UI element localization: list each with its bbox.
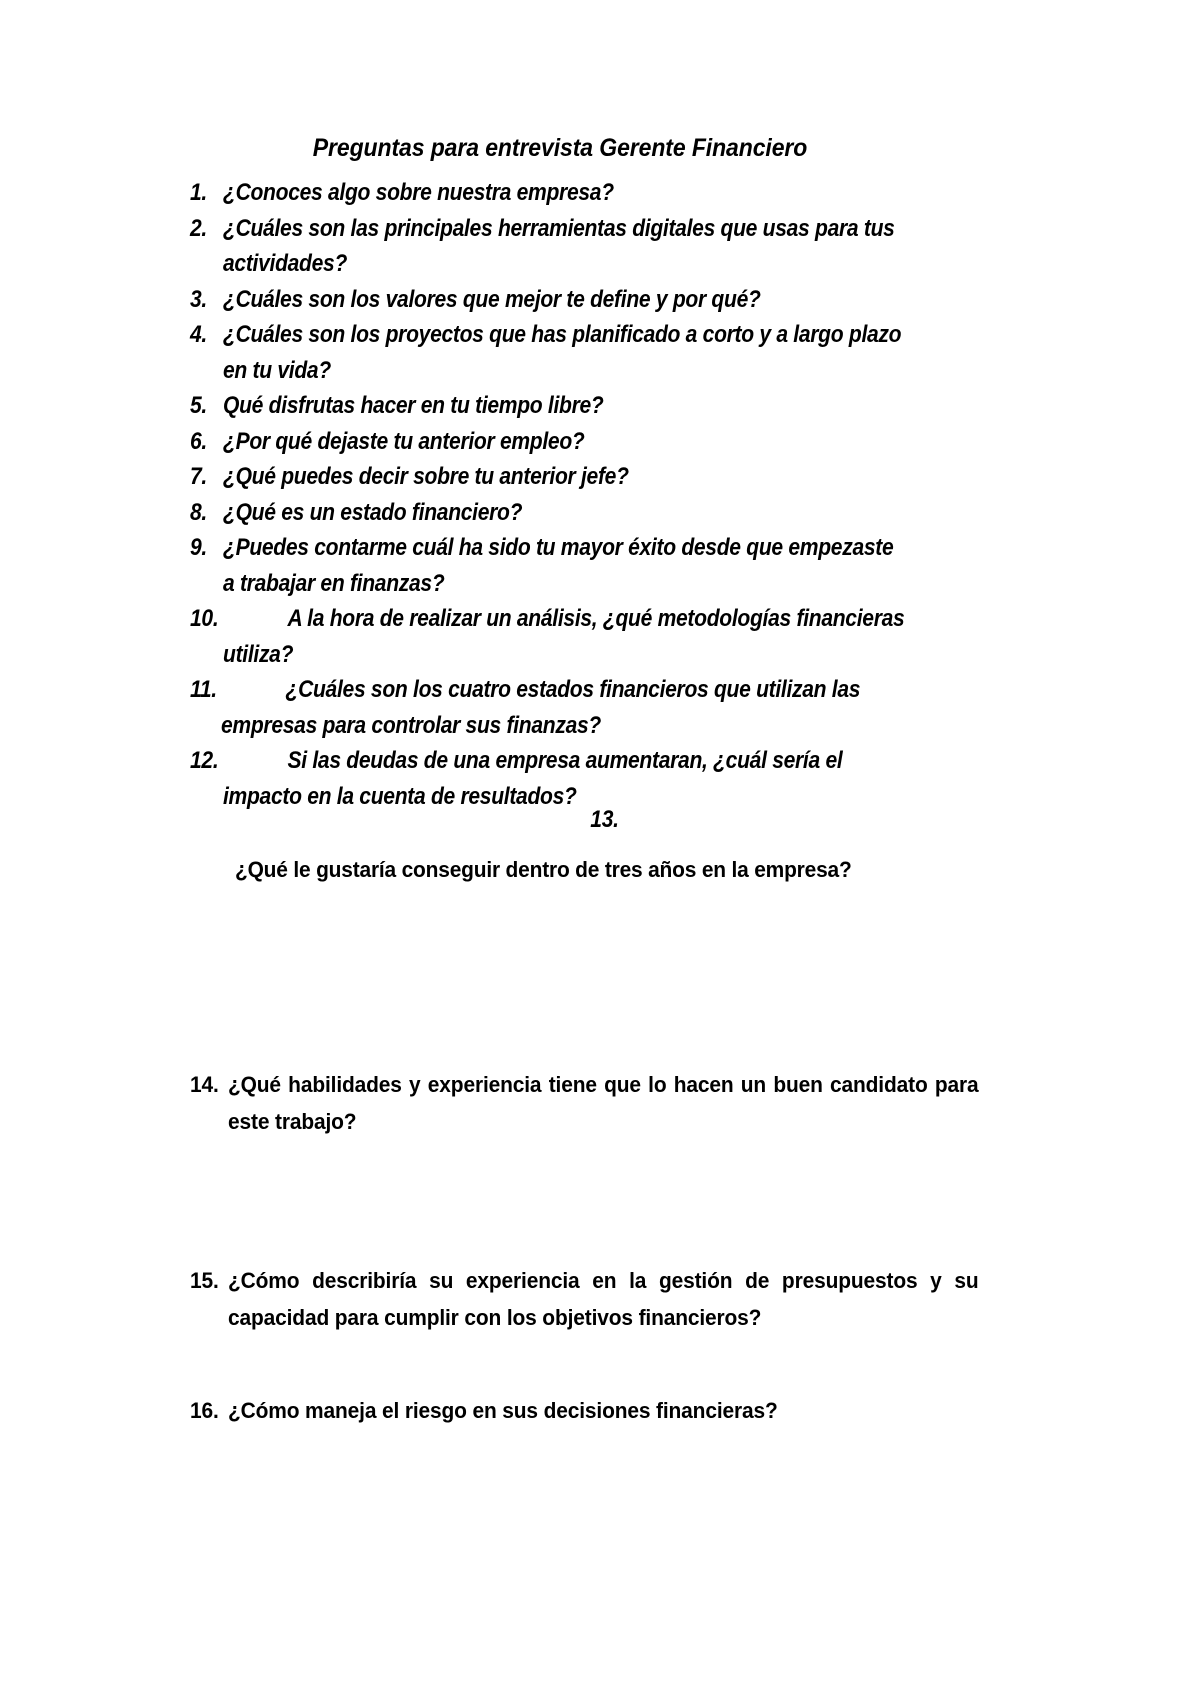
list-item-text: ¿Cuáles son los cuatro estados financieros que utilizan las empresas para controlar sus finanzas? (221, 676, 861, 739)
list-item-number: 3. (190, 285, 207, 313)
list-item-number: 12. (190, 747, 219, 774)
list-item (190, 1392, 1035, 1429)
list-item (190, 672, 1020, 743)
list-item-number: 8. (190, 498, 207, 526)
list-item-number-centered: 13. (590, 806, 620, 833)
list-item-text: ¿Puedes contarme cuál ha sido tu mayor éxito desde que empezaste a trabajar en finanzas? (223, 534, 894, 597)
list-item (190, 1262, 1035, 1336)
list-item-text: ¿Qué es un estado financiero? (223, 498, 523, 526)
list-item-13 (190, 802, 1020, 887)
list-item-text: Si las deudas de una empresa aumentaran, ¿cuál sería el impacto en la cuenta de resultados? (223, 747, 843, 810)
list-item-number: 4. (190, 321, 207, 348)
list-item-number: 15. (190, 1268, 219, 1293)
list-item (190, 211, 1020, 282)
page-title: Preguntas para entrevista Gerente Financiero (312, 134, 808, 162)
list-item-text: ¿Cuáles son las principales herramientas digitales que usas para tus actividades? (223, 214, 895, 277)
questions-list-italic (190, 175, 1020, 814)
list-item-number: 7. (190, 463, 207, 490)
list-item-text: Qué disfrutas hacer en tu tiempo libre? (223, 392, 604, 419)
list-item (190, 1066, 1035, 1140)
list-item-number: 1. (190, 179, 207, 206)
list-item-number: 10. (190, 605, 219, 632)
list-item-text: ¿Por qué dejaste tu anterior empleo? (223, 427, 585, 455)
list-item-text: ¿Cuáles son los proyectos que has planificado a corto y a largo plazo en tu vida? (223, 321, 902, 384)
list-item-number: 16. (190, 1398, 219, 1423)
list-item (190, 424, 1020, 460)
list-item-text: ¿Cuáles son los valores que mejor te define y por qué? (223, 285, 761, 313)
list-item-number: 5. (190, 392, 207, 419)
list-item (190, 601, 1020, 672)
list-item-number: 14. (190, 1072, 219, 1097)
list-item-text: ¿Cómo maneja el riesgo en sus decisiones financieras? (228, 1398, 778, 1423)
list-item (190, 282, 1020, 318)
list-item-number: 6. (190, 427, 207, 455)
list-item-number: 2. (190, 214, 207, 242)
list-item-number: 9. (190, 534, 207, 561)
list-item (190, 530, 1020, 601)
list-item (190, 175, 1020, 211)
list-item (190, 388, 1020, 424)
list-item-text: ¿Qué habilidades y experiencia tiene que lo hacen un buen candidato para este trabajo? (228, 1072, 979, 1134)
list-item-text: ¿Cómo describiría su experiencia en la gestión de presupuestos y su capacidad para cumplir con los objetivos financieros? (228, 1268, 979, 1330)
list-item (190, 317, 1020, 388)
list-item (190, 459, 1020, 495)
list-item-number: 11. (190, 676, 217, 703)
list-item (190, 495, 1020, 531)
list-item-text: ¿Qué puedes decir sobre tu anterior jefe? (223, 463, 629, 490)
list-item-text: ¿Conoces algo sobre nuestra empresa? (223, 179, 614, 206)
list-item-text: A la hora de realizar un análisis, ¿qué metodologías financieras utiliza? (223, 605, 905, 668)
list-item-text: ¿Qué le gustaría conseguir dentro de tres años en la empresa? (235, 856, 852, 882)
